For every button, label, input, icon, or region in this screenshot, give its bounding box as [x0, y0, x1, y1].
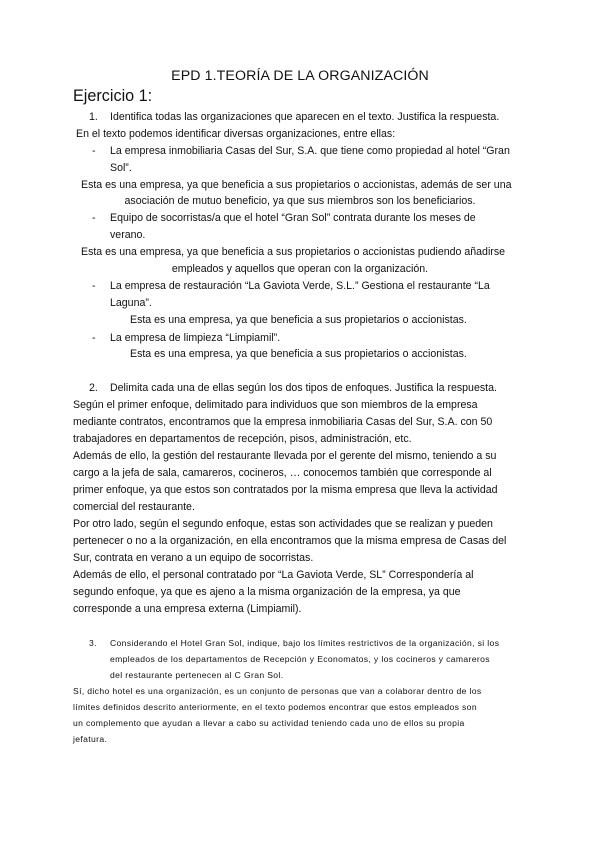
q1-item-explanation: Esta es una empresa, ya que beneficia a sus propietarios o accionistas, además de ser una [81, 179, 512, 191]
bullet-dash: - [92, 332, 96, 344]
q2-answer-line: cargo a la jefa de sala, camareros, cocineros, … conocemos también que corresponde al [73, 467, 492, 479]
q1-item-line: verano. [110, 229, 146, 241]
q3-question-line: Considerando el Hotel Gran Sol, indique, bajo los límites restrictivos de la organización, si los [110, 638, 500, 648]
q1-item-explanation: Esta es una empresa, ya que beneficia a sus propietarios o accionistas. [130, 314, 467, 326]
q1-item-line: Sol”. [110, 162, 132, 174]
q3-answer-line: un complemento que ayudan a llevar a cabo su actividad teniendo cada uno de ellos su propia [73, 718, 465, 728]
q3-question-line: empleados de los departamentos de Recepción y Economatos, y los cocineros y camareros [110, 654, 490, 664]
q1-item-line: La empresa de restauración “La Gaviota Verde, S.L.” Gestiona el restaurante “La [110, 280, 490, 292]
q1-item-line: Equipo de socorristas/a que el hotel “Gran Sol” contrata durante los meses de [110, 212, 476, 224]
q1-item-explanation: Esta es una empresa, ya que beneficia a sus propietarios o accionistas. [130, 348, 467, 360]
q1-intro: En el texto podemos identificar diversas organizaciones, entre ellas: [76, 128, 396, 140]
q2-answer-line: segundo enfoque, ya que es ajeno a la misma organización de la empresa, ya que [73, 586, 461, 598]
q2-answer-line: Según el primer enfoque, delimitado para individuos que son miembros de la empresa [73, 399, 478, 411]
exercise-heading: Ejercicio 1: [73, 87, 153, 105]
q2-answer-line: mediante contratos, encontramos que la empresa inmobiliaria Casas del Sur, S.A. con 50 [73, 416, 493, 428]
bullet-dash: - [92, 280, 96, 292]
q2-number: 2. [89, 382, 98, 394]
bullet-dash: - [92, 145, 96, 157]
q2-answer-line: Por otro lado, según el segundo enfoque, estas son actividades que se realizan y pueden [73, 518, 493, 530]
q2-answer-line: corresponde a una empresa externa (Limpiamil). [73, 603, 302, 615]
q1-question: Identifica todas las organizaciones que aparecen en el texto. Justifica la respuesta. [110, 111, 500, 123]
q1-item-explanation: Esta es una empresa, ya que beneficia a sus propietarios o accionistas pudiendo añadirse [81, 246, 506, 258]
q2-answer-line: primer enfoque, ya que estos son contratados por la misma empresa que lleva la actividad [73, 484, 498, 496]
q1-number: 1. [89, 111, 98, 123]
q3-answer-line: jefatura. [73, 734, 108, 744]
q2-answer-line: Sur, contrata en verano a un equipo de socorristas. [73, 552, 314, 564]
q2-answer-line: comercial del restaurante. [73, 501, 195, 513]
q1-item-line: Laguna”. [110, 297, 152, 309]
q3-number: 3. [89, 638, 97, 648]
q2-answer-line: Además de ello, la gestión del restaurante llevada por el gerente del mismo, teniendo a su [73, 450, 497, 462]
q1-item-line: La empresa inmobiliaria Casas del Sur, S.A. que tiene como propiedad al hotel “Gran [110, 145, 510, 157]
q3-question-line: del restaurante pertenecen al C Gran Sol. [110, 670, 284, 680]
document-title: EPD 1.TEORÍA DE LA ORGANIZACIÓN [171, 68, 429, 84]
bullet-dash: - [92, 212, 96, 224]
q2-answer-line: pertenecer o no a la organización, en ella encontramos que la misma empresa de Casas del [73, 535, 507, 547]
q1-item-explanation: empleados y aquellos que operan con la organización. [171, 263, 429, 275]
q3-answer-line: Sí, dicho hotel es una organización, es un conjunto de personas que van a colaborar dentro de los [73, 686, 482, 696]
q2-answer-line: Además de ello, el personal contratado por “La Gaviota Verde, SL” Correspondería al [73, 569, 474, 581]
q1-item-line: La empresa de limpieza “Limpiamil”. [110, 332, 281, 344]
q3-answer-line: límites definidos descrito anteriormente, en el texto podemos encontrar que estos empleados son [73, 702, 477, 712]
q2-question: Delimita cada una de ellas según los dos tipos de enfoques. Justifica la respuesta. [110, 382, 497, 394]
q2-answer-line: trabajadores en departamentos de recepción, pisos, administración, etc. [73, 433, 412, 445]
q1-item-explanation: asociación de mutuo beneficio, ya que sus miembros son los beneficiarios. [124, 195, 476, 207]
